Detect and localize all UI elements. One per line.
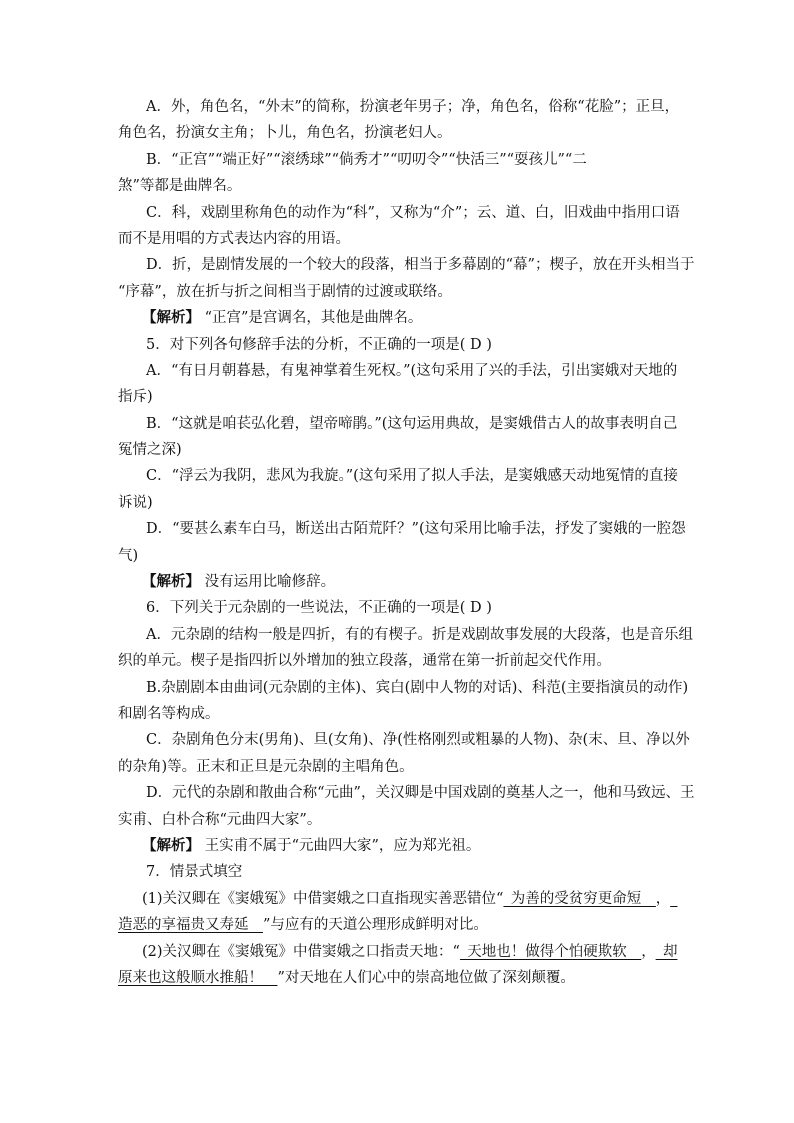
q5-option-d-line1: D．“要甚么素车白马，断送出古陌荒阡？”(这句采用比喻手法，抒发了窦娥的一腔怨 [146,521,686,538]
q7-sub1-comma: ， [655,890,671,907]
q7-sub1-suffix: ”与应有的天道公理形成鲜明对比。 [263,917,488,934]
q5-option-b-line1: B．“这就是咱苌弘化碧，望帝啼鹃。”(这句运用典故，是窦娥借古人的故事表明自己 [146,415,678,432]
page-content [118,94,695,991]
q4-option-c-line2: 而不是用唱的方式表达内容的用语。 [118,230,350,247]
q7-sub2-answer2: 原来也这般顺水推船！__ [118,969,278,986]
q7-sub1-prefix: (1)关汉卿在《窦娥冤》中借窦娥之口直指现实善恶错位“ [142,890,504,907]
q7-stem: 7．情景式填空 [146,864,243,881]
q7-sub2-line2 [118,965,678,991]
q6-analysis [118,833,678,859]
q6-option-b-line1: B.杂剧剧本由曲词(元杂剧的主体)、宾白(剧中人物的对话)、科范(主要指演员的动作) [146,679,689,696]
q4-option-d-line1: D．折，是剧情发展的一个较大的段落，相当于多幕剧的“幕”；楔子，放在开头相当于 [146,257,695,274]
q4-option-c-line1: C．科，戏剧里称角色的动作为“科”，又称为“介”；云、道、白，旧戏曲中指用口语 [146,204,680,221]
q6-option-a-line2: 织的单元。楔子是指四折以外增加的独立段落，通常在第一折前起交代作用。 [118,653,611,670]
q6-option-c-line1: C．杂剧角色分末(男角)、旦(女角)、净(性格刚烈或粗暴的人物)、杂(末、旦、净以外 [146,732,690,749]
q6-stem: 6．下列关于元杂剧的一些说法，不正确的一项是( D ) [146,600,492,617]
q6-option-d-line1: D．元代的杂剧和散曲合称“元曲”，关汉卿是中国戏剧的奠基人之一，他和马致远、王 [146,785,695,802]
q4-option-a-line1: A．外，角色名，“外末”的简称，扮演老年男子；净，角色名，俗称“花脸”；正旦， [146,99,680,115]
q7-sub1-answer2: 造恶的享福贵又寿延__ [118,917,263,934]
q6-option-a-line1: A．元杂剧的结构一般是四折，有的有楔子。折是戏剧故事发展的大段落，也是音乐组 [146,626,693,643]
q6-option-c-line2: 的杂角)等。正末和正旦是元杂剧的主唱角色。 [118,758,414,775]
q7-sub1-answer2-start: _ [670,890,678,907]
q6-option-b-line2: 和剧名等构成。 [118,705,220,722]
q6-option-d-line2: 实甫、白朴合称“元曲四大家”。 [118,811,322,828]
q5-option-a-line1: A．“有日月朝暮悬，有鬼神掌着生死权。”(这句采用了兴的手法，引出窦娥对天地的 [146,362,678,379]
analysis-text: 王实甫不属于“元曲四大家”，应为郑光祖。 [200,837,481,854]
analysis-tag: 【解析】 [142,573,200,591]
q7-sub2-comma: ， [641,943,656,960]
q5-analysis [118,569,678,595]
q5-option-b-line2: 冤情之深) [118,442,182,459]
analysis-text: “正宫”是宫调名，其他是曲牌名。 [200,310,423,327]
analysis-tag: 【解析】 [142,836,200,854]
q7-sub1-answer1: _为善的受贫穷更命短__ [503,890,656,907]
q7-sub2-line1 [118,939,678,965]
q4-option-b-line2: 煞”等都是曲牌名。 [118,178,242,195]
q4-option-b-line1: B．“正宫”“端正好”“滚绣球”“倘秀才”“叨叨令”“快活三”“耍孩儿”“二 [146,151,587,168]
q4-analysis [118,305,678,331]
q5-option-d-line2: 气) [118,547,139,564]
q7-sub1-line2 [118,912,678,938]
analysis-tag: 【解析】 [142,309,200,327]
q7-sub2-suffix: ”对天地在人们心中的崇高地位做了深刻颠覆。 [277,969,575,986]
analysis-text: 没有运用比喻修辞。 [200,574,336,591]
q4-option-d-line2: “序幕”，放在折与折之间相当于剧情的过渡或联络。 [118,283,452,300]
q7-sub2-answer2-start: _却 [655,943,678,960]
q5-option-a-line2: 指斥) [118,389,153,406]
q7-sub2-prefix: (2)关汉卿在《窦娥冤》中借窦娥之口指责天地：“ [142,943,460,960]
q5-option-c-line1: C．“浮云为我阴，悲风为我旋。”(这句采用了拟人手法，是窦娥感天动地冤情的直接 [146,468,678,485]
q5-stem: 5．对下列各句修辞手法的分析，不正确的一项是( D ) [146,336,492,353]
q4-option-a-line2: 角色名，扮演女主角；卜儿，角色名，扮演老妇人。 [118,125,452,142]
q5-option-c-line2: 诉说) [118,494,153,511]
q7-sub2-answer1: _天地也！做得个怕硬欺软__ [459,943,642,960]
q7-sub1-line1 [118,886,678,912]
